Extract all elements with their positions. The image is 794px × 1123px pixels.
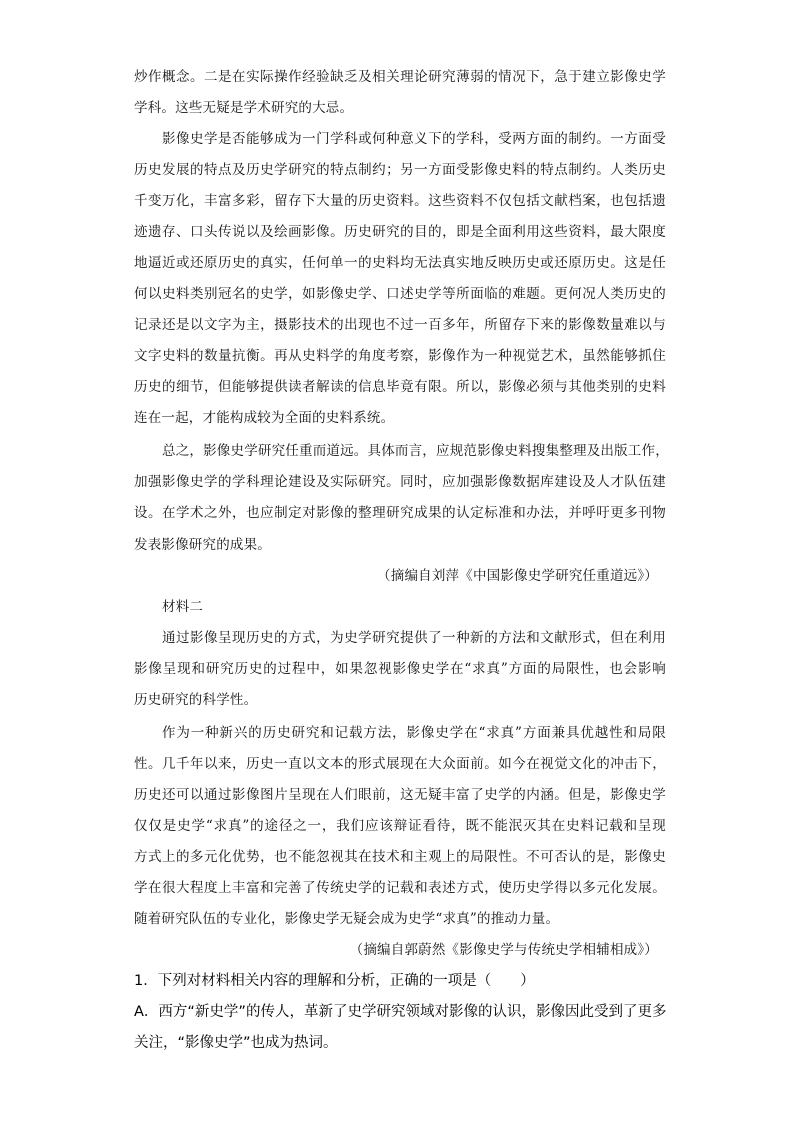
text-line: 历史研究的科学性。: [134, 692, 258, 708]
section-label: 材料二: [162, 599, 204, 615]
text-line: 历史发展的特点及历史学研究的特点制约；另一方面受影像史料的特点制约。人类历史: [134, 162, 666, 178]
text-line: 文字史料的数量抗衡。再从史料学的角度考察，影像作为一种视觉艺术，虽然能够抓住: [134, 348, 666, 364]
text-line: 炒作概念。二是在实际操作经验缺乏及相关理论研究薄弱的情况下，急于建立影像史学: [134, 69, 666, 85]
text-line: 地逼近或还原历史的真实，任何单一的史料均无法真实地反映历史或还原历史。这是任: [134, 255, 666, 271]
text-line: 学科。这些无疑是学术研究的大忌。: [134, 100, 354, 116]
text-line: 何以史料类别冠名的史学，如影像史学、口述史学等所面临的难题。更何况人类历史的: [134, 286, 666, 302]
source-citation: （摘编自刘萍《中国影像史学研究任重道远》）: [377, 568, 658, 584]
text-line: 通过影像呈现历史的方式，为史学研究提供了一种新的方法和文献形式，但在利用: [162, 630, 666, 646]
option-a-line: 关注，“影像史学”也成为热词。: [134, 1035, 338, 1051]
text-line: 设。在学术之外，也应制定对影像的整理研究成果的认定标准和办法，并呼吁更多刊物: [134, 505, 666, 521]
text-line: 学在很大程度上丰富和完善了传统史学的记载和表述方式，使历史学得以多元化发展。: [134, 880, 666, 896]
option-a-line: A．西方“新史学”的传人，革新了史学研究领域对影像的认识，影像因此受到了更多: [134, 1004, 667, 1020]
text-line: 迹遗存、口头传说以及绘画影像。历史研究的目的，即是全面利用这些资料，最大限度: [134, 224, 666, 240]
text-line: 影像呈现和研究历史的过程中，如果忽视影像史学在“求真”方面的局限性，也会影响: [134, 661, 666, 677]
text-line: 发表影像研究的成果。: [134, 537, 271, 553]
question-stem: 1．下列对材料相关内容的理解和分析，正确的一项是（ ）: [134, 973, 535, 989]
text-line: 加强影像史学的学科理论建设及实际研究。同时，应加强影像数据库建设及人才队伍建: [134, 474, 666, 490]
text-line: 影像史学是否能够成为一门学科或何种意义下的学科，受两方面的制约。一方面受: [162, 131, 666, 147]
text-line: 历史还可以通过影像图片呈现在人们眼前，这无疑丰富了史学的内涵。但是，影像史学: [134, 787, 666, 803]
text-line: 随着研究队伍的专业化，影像史学无疑会成为史学“求真”的推动力量。: [134, 911, 560, 927]
text-line: 千变万化，丰富多彩，留存下大量的历史资料。这些资料不仅包括文献档案，也包括遗: [134, 193, 666, 209]
text-line: 连在一起，才能构成较为全面的史料系统。: [134, 410, 395, 426]
text-line: 记录还是以文字为主，摄影技术的出现也不过一百多年，所留存下来的影像数量难以与: [134, 317, 666, 333]
source-citation: （摘编自郭蔚然《影像史学与传统史学相辅相成》）: [349, 942, 658, 958]
text-line: 仅仅是史学“求真”的途径之一，我们应该辩证看待，既不能泯灭其在史料记载和呈现: [134, 818, 666, 834]
text-line: 总之，影像史学研究任重而道远。具体而言，应规范影像史料搜集整理及出版工作，: [162, 443, 669, 459]
text-line: 性。几千年以来，历史一直以文本的形式展现在大众面前。如今在视觉文化的冲击下，: [134, 756, 666, 772]
text-line: 方式上的多元化优势，也不能忽视其在技术和主观上的局限性。不可否认的是，影像史: [134, 849, 666, 865]
text-line: 作为一种新兴的历史研究和记载方法，影像史学在“求真”方面兼具优越性和局限: [162, 725, 666, 741]
text-line: 历史的细节，但能够提供读者解读的信息毕竟有限。所以，影像必须与其他类别的史料: [134, 379, 666, 395]
